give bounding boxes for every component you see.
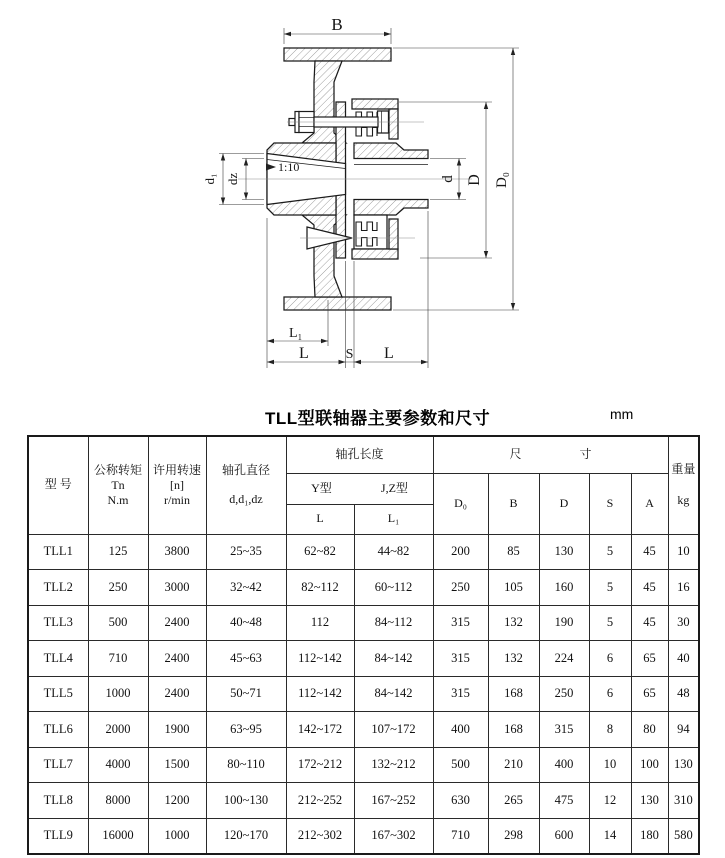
value-cell: 5 bbox=[589, 605, 631, 641]
table-row bbox=[28, 641, 699, 677]
value-cell: 1900 bbox=[148, 712, 206, 748]
value-cell: 120~170 bbox=[206, 818, 286, 854]
value-cell: 10 bbox=[668, 534, 699, 570]
value-cell: 132 bbox=[488, 605, 539, 641]
value-cell: 40 bbox=[668, 641, 699, 677]
value-cell: 84~142 bbox=[354, 676, 433, 712]
value-cell: 250 bbox=[433, 570, 488, 606]
table-row bbox=[28, 570, 699, 606]
col-header-l1: L₁ bbox=[354, 504, 433, 534]
value-cell: 315 bbox=[433, 605, 488, 641]
value-cell: 5 bbox=[589, 534, 631, 570]
model-cell: TLL2 bbox=[28, 570, 88, 606]
value-cell: 168 bbox=[488, 712, 539, 748]
table-row bbox=[28, 818, 699, 854]
value-cell: 132~212 bbox=[354, 747, 433, 783]
value-cell: 168 bbox=[488, 676, 539, 712]
value-cell: 107~172 bbox=[354, 712, 433, 748]
col-header-weight: 重量 kg bbox=[668, 436, 699, 534]
value-cell: 2000 bbox=[88, 712, 148, 748]
value-cell: 6 bbox=[589, 641, 631, 677]
dim-label-d1: d₁ bbox=[202, 173, 217, 185]
value-cell: 45~63 bbox=[206, 641, 286, 677]
value-cell: 84~112 bbox=[354, 605, 433, 641]
model-cell: TLL6 bbox=[28, 712, 88, 748]
value-cell: 315 bbox=[433, 641, 488, 677]
value-cell: 112~142 bbox=[286, 641, 354, 677]
model-cell: TLL5 bbox=[28, 676, 88, 712]
value-cell: 212~252 bbox=[286, 783, 354, 819]
value-cell: 315 bbox=[433, 676, 488, 712]
dim-label-small-d: d bbox=[440, 175, 456, 183]
value-cell: 60~112 bbox=[354, 570, 433, 606]
value-cell: 160 bbox=[539, 570, 589, 606]
value-cell: 190 bbox=[539, 605, 589, 641]
model-cell: TLL8 bbox=[28, 783, 88, 819]
value-cell: 310 bbox=[668, 783, 699, 819]
value-cell: 212~302 bbox=[286, 818, 354, 854]
value-cell: 112~142 bbox=[286, 676, 354, 712]
value-cell: 2400 bbox=[148, 641, 206, 677]
value-cell: 3000 bbox=[148, 570, 206, 606]
value-cell: 8000 bbox=[88, 783, 148, 819]
value-cell: 167~302 bbox=[354, 818, 433, 854]
value-cell: 2400 bbox=[148, 676, 206, 712]
model-cell: TLL4 bbox=[28, 641, 88, 677]
table-row bbox=[28, 783, 699, 819]
value-cell: 172~212 bbox=[286, 747, 354, 783]
value-cell: 400 bbox=[539, 747, 589, 783]
col-header-s: S bbox=[589, 473, 631, 534]
col-header-shaft-types bbox=[286, 473, 433, 504]
value-cell: 80 bbox=[631, 712, 668, 748]
value-cell: 180 bbox=[631, 818, 668, 854]
value-cell: 500 bbox=[88, 605, 148, 641]
jz-type-label: J,Z型 bbox=[380, 480, 408, 495]
table-row bbox=[28, 534, 699, 570]
value-cell: 100 bbox=[631, 747, 668, 783]
table-row bbox=[28, 747, 699, 783]
col-header-d: D bbox=[539, 473, 589, 534]
table-title-row bbox=[0, 402, 725, 428]
value-cell: 125 bbox=[88, 534, 148, 570]
col-header-model: 型 号 bbox=[28, 436, 88, 534]
value-cell: 265 bbox=[488, 783, 539, 819]
value-cell: 2400 bbox=[148, 605, 206, 641]
value-cell: 100~130 bbox=[206, 783, 286, 819]
col-header-b: B bbox=[488, 473, 539, 534]
model-cell: TLL3 bbox=[28, 605, 88, 641]
value-cell: 40~48 bbox=[206, 605, 286, 641]
dim-label-l-right: L bbox=[384, 345, 394, 362]
value-cell: 200 bbox=[433, 534, 488, 570]
model-cell: TLL7 bbox=[28, 747, 88, 783]
value-cell: 475 bbox=[539, 783, 589, 819]
value-cell: 62~82 bbox=[286, 534, 354, 570]
value-cell: 298 bbox=[488, 818, 539, 854]
value-cell: 80~110 bbox=[206, 747, 286, 783]
value-cell: 580 bbox=[668, 818, 699, 854]
value-cell: 630 bbox=[433, 783, 488, 819]
value-cell: 130 bbox=[631, 783, 668, 819]
value-cell: 1000 bbox=[88, 676, 148, 712]
unit-label: mm bbox=[610, 406, 634, 422]
model-cell: TLL9 bbox=[28, 818, 88, 854]
value-cell: 45 bbox=[631, 570, 668, 606]
value-cell: 45 bbox=[631, 534, 668, 570]
value-cell: 112 bbox=[286, 605, 354, 641]
col-header-speed: 许用转速 [n] r/min bbox=[148, 436, 206, 534]
col-header-l: L bbox=[286, 504, 354, 534]
value-cell: 3800 bbox=[148, 534, 206, 570]
dim-label-big-d: D bbox=[466, 174, 483, 186]
value-cell: 400 bbox=[433, 712, 488, 748]
value-cell: 14 bbox=[589, 818, 631, 854]
col-header-d0: D₀ bbox=[433, 473, 488, 534]
value-cell: 30 bbox=[668, 605, 699, 641]
value-cell: 250 bbox=[539, 676, 589, 712]
model-cell: TLL1 bbox=[28, 534, 88, 570]
dimension-lines bbox=[219, 28, 519, 368]
value-cell: 8 bbox=[589, 712, 631, 748]
value-cell: 32~42 bbox=[206, 570, 286, 606]
col-header-bore: 轴孔直径 d,d₁,dz bbox=[206, 436, 286, 534]
value-cell: 130 bbox=[668, 747, 699, 783]
value-cell: 142~172 bbox=[286, 712, 354, 748]
value-cell: 105 bbox=[488, 570, 539, 606]
value-cell: 85 bbox=[488, 534, 539, 570]
value-cell: 250 bbox=[88, 570, 148, 606]
y-type-label: Y型 bbox=[311, 480, 332, 495]
value-cell: 84~142 bbox=[354, 641, 433, 677]
value-cell: 710 bbox=[433, 818, 488, 854]
value-cell: 167~252 bbox=[354, 783, 433, 819]
value-cell: 65 bbox=[631, 641, 668, 677]
col-header-size: 尺 寸 bbox=[433, 436, 668, 473]
dim-label-s: S bbox=[345, 347, 354, 362]
value-cell: 315 bbox=[539, 712, 589, 748]
dim-label-dz: dz bbox=[225, 172, 240, 186]
value-cell: 5 bbox=[589, 570, 631, 606]
col-header-bore-length: 轴孔长度 bbox=[286, 436, 433, 473]
value-cell: 6 bbox=[589, 676, 631, 712]
dim-label-b: B bbox=[331, 15, 343, 34]
value-cell: 65 bbox=[631, 676, 668, 712]
spec-table bbox=[27, 435, 700, 855]
value-cell: 1200 bbox=[148, 783, 206, 819]
coupling-drawing bbox=[0, 0, 725, 398]
table-row bbox=[28, 676, 699, 712]
value-cell: 44~82 bbox=[354, 534, 433, 570]
value-cell: 25~35 bbox=[206, 534, 286, 570]
value-cell: 16000 bbox=[88, 818, 148, 854]
dim-label-l-left: L bbox=[299, 345, 309, 362]
dim-label-d0: D₀ bbox=[494, 171, 510, 189]
value-cell: 10 bbox=[589, 747, 631, 783]
value-cell: 45 bbox=[631, 605, 668, 641]
value-cell: 224 bbox=[539, 641, 589, 677]
value-cell: 600 bbox=[539, 818, 589, 854]
value-cell: 500 bbox=[433, 747, 488, 783]
value-cell: 130 bbox=[539, 534, 589, 570]
value-cell: 210 bbox=[488, 747, 539, 783]
dim-label-l1: L₁ bbox=[289, 326, 303, 341]
table-row bbox=[28, 605, 699, 641]
taper-ratio-label: 1:10 bbox=[278, 160, 300, 174]
dimension-arrows bbox=[221, 32, 515, 364]
value-cell: 132 bbox=[488, 641, 539, 677]
table-title: TLL型联轴器主要参数和尺寸 bbox=[265, 409, 491, 428]
col-header-torque: 公称转矩 Tn N.m bbox=[88, 436, 148, 534]
value-cell: 48 bbox=[668, 676, 699, 712]
value-cell: 710 bbox=[88, 641, 148, 677]
table-body bbox=[28, 534, 699, 854]
value-cell: 12 bbox=[589, 783, 631, 819]
table-row bbox=[28, 712, 699, 748]
value-cell: 1500 bbox=[148, 747, 206, 783]
value-cell: 4000 bbox=[88, 747, 148, 783]
value-cell: 1000 bbox=[148, 818, 206, 854]
value-cell: 94 bbox=[668, 712, 699, 748]
col-header-a: A bbox=[631, 473, 668, 534]
value-cell: 82~112 bbox=[286, 570, 354, 606]
value-cell: 63~95 bbox=[206, 712, 286, 748]
value-cell: 50~71 bbox=[206, 676, 286, 712]
value-cell: 16 bbox=[668, 570, 699, 606]
